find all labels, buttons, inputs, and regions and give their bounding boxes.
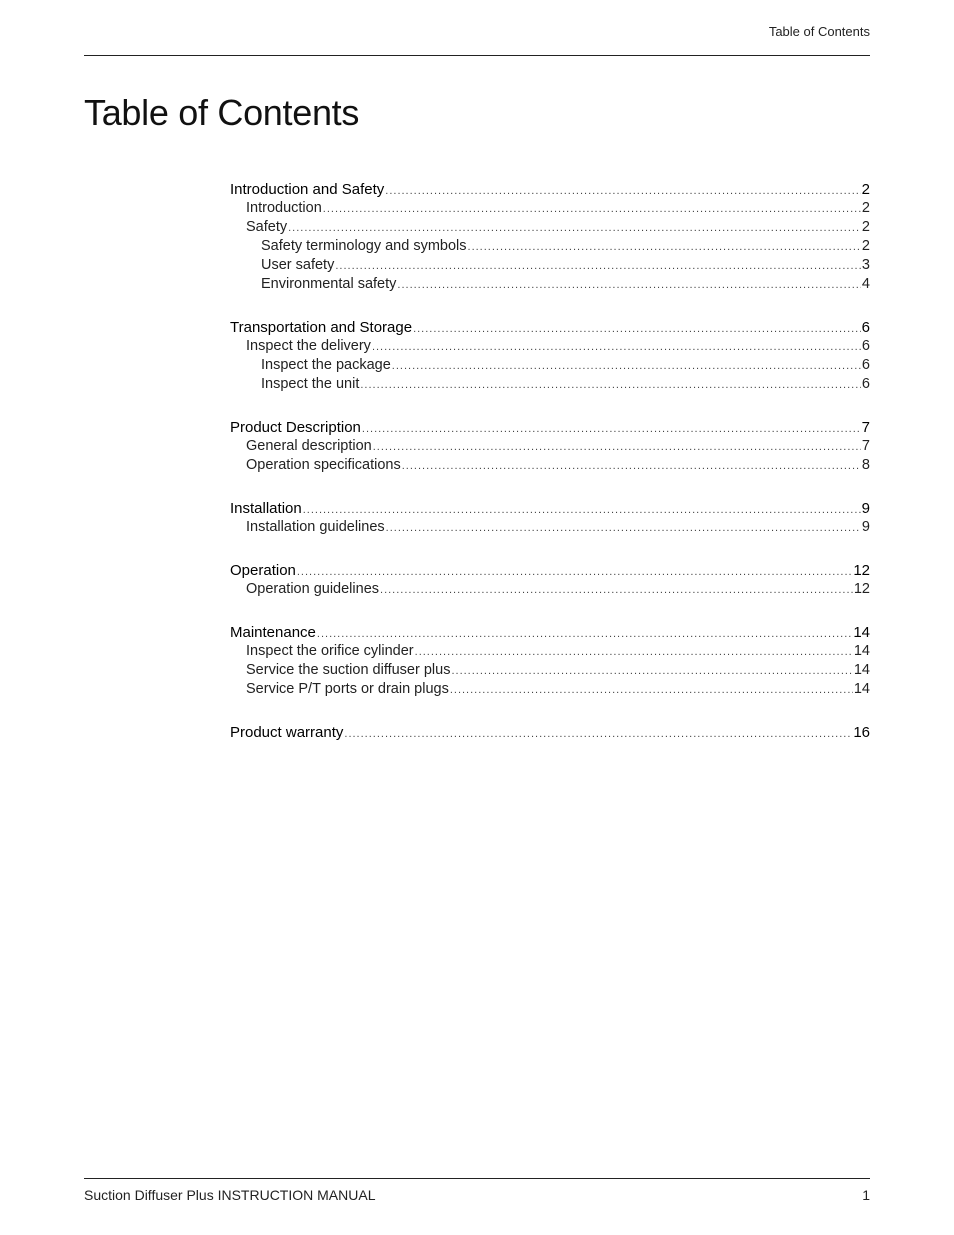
- footer-document-title: Suction Diffuser Plus INSTRUCTION MANUAL: [84, 1187, 376, 1203]
- toc-entry-label: Product Description: [230, 419, 361, 436]
- toc-section: [230, 624, 870, 700]
- toc-entry-label: Service the suction diffuser plus: [246, 662, 451, 678]
- toc-dot-leader: [323, 203, 861, 215]
- toc-dot-leader: [360, 379, 861, 391]
- toc-entry-label: Safety: [246, 219, 288, 235]
- toc-entry[interactable]: [230, 338, 870, 357]
- toc-entry-label: Inspect the orifice cylinder: [246, 643, 414, 659]
- toc-entry-page: 2: [861, 200, 870, 216]
- toc-dot-leader: [288, 222, 861, 234]
- toc-section: [230, 181, 870, 295]
- toc-entry-label: Installation: [230, 500, 302, 517]
- toc-entry-page: 6: [861, 319, 870, 336]
- toc-entry-label: Service P/T ports or drain plugs: [246, 681, 449, 697]
- toc-entry-label: General description: [246, 438, 372, 454]
- toc-section: [230, 724, 870, 743]
- toc-dot-leader: [344, 728, 852, 740]
- toc-dot-leader: [385, 185, 860, 197]
- toc-entry-label: Safety terminology and symbols: [261, 238, 467, 254]
- toc-entry[interactable]: [230, 581, 870, 600]
- toc-dot-leader: [335, 260, 861, 272]
- table-of-contents: [230, 181, 870, 767]
- toc-entry-page: 14: [853, 681, 870, 697]
- toc-entry[interactable]: [230, 662, 870, 681]
- toc-dot-leader: [362, 423, 861, 435]
- toc-entry[interactable]: [230, 643, 870, 662]
- toc-entry-label: Product warranty: [230, 724, 344, 741]
- toc-section: [230, 500, 870, 538]
- toc-entry-label: Maintenance: [230, 624, 316, 641]
- toc-entry[interactable]: [230, 276, 870, 295]
- toc-dot-leader: [413, 323, 861, 335]
- toc-entry-label: User safety: [261, 257, 335, 273]
- toc-entry-page: 7: [861, 438, 870, 454]
- toc-entry-page: 14: [853, 662, 870, 678]
- toc-entry-page: 2: [861, 219, 870, 235]
- page-title: Table of Contents: [84, 92, 360, 133]
- toc-dot-leader: [386, 522, 861, 534]
- toc-entry-label: Installation guidelines: [246, 519, 385, 535]
- toc-section: [230, 319, 870, 395]
- toc-entry-page: 9: [861, 519, 870, 535]
- toc-entry[interactable]: [230, 624, 870, 643]
- footer-page-number: 1: [862, 1187, 870, 1203]
- toc-entry[interactable]: [230, 419, 870, 438]
- toc-entry-label: Environmental safety: [261, 276, 397, 292]
- toc-entry[interactable]: [230, 457, 870, 476]
- toc-entry-page: 6: [861, 338, 870, 354]
- toc-dot-leader: [397, 279, 861, 291]
- toc-section: [230, 562, 870, 600]
- toc-dot-leader: [373, 441, 861, 453]
- toc-entry[interactable]: [230, 500, 870, 519]
- toc-entry[interactable]: [230, 681, 870, 700]
- toc-entry-label: Inspect the delivery: [246, 338, 371, 354]
- header-rule: [84, 55, 870, 56]
- toc-entry-page: 16: [853, 724, 870, 741]
- toc-entry-page: 14: [853, 624, 870, 641]
- toc-entry-page: 12: [853, 562, 870, 579]
- footer-rule: [84, 1178, 870, 1179]
- toc-dot-leader: [297, 566, 852, 578]
- toc-entry-page: 14: [853, 643, 870, 659]
- toc-entry[interactable]: [230, 200, 870, 219]
- toc-entry[interactable]: [230, 181, 870, 200]
- toc-entry-page: 8: [861, 457, 870, 473]
- toc-entry-label: Introduction and Safety: [230, 181, 385, 198]
- toc-entry-page: 7: [861, 419, 870, 436]
- toc-entry-page: 4: [861, 276, 870, 292]
- toc-dot-leader: [451, 665, 852, 677]
- toc-entry-page: 6: [861, 376, 870, 392]
- toc-entry-label: Inspect the unit: [261, 376, 360, 392]
- toc-dot-leader: [402, 460, 861, 472]
- toc-entry[interactable]: [230, 519, 870, 538]
- toc-entry-page: 2: [861, 238, 870, 254]
- toc-entry-label: Operation: [230, 562, 296, 579]
- toc-entry-label: Operation specifications: [246, 457, 401, 473]
- toc-dot-leader: [380, 584, 853, 596]
- toc-entry-label: Inspect the package: [261, 357, 391, 373]
- toc-entry-page: 2: [861, 181, 870, 198]
- toc-entry[interactable]: [230, 219, 870, 238]
- toc-dot-leader: [468, 241, 861, 253]
- toc-entry[interactable]: [230, 562, 870, 581]
- toc-entry[interactable]: [230, 438, 870, 457]
- toc-entry-page: 12: [853, 581, 870, 597]
- toc-dot-leader: [450, 684, 853, 696]
- toc-section: [230, 419, 870, 476]
- toc-entry[interactable]: [230, 357, 870, 376]
- toc-entry[interactable]: [230, 319, 870, 338]
- toc-dot-leader: [303, 504, 861, 516]
- toc-entry-page: 3: [861, 257, 870, 273]
- toc-entry-page: 6: [861, 357, 870, 373]
- toc-dot-leader: [392, 360, 861, 372]
- toc-dot-leader: [372, 341, 861, 353]
- toc-entry[interactable]: [230, 376, 870, 395]
- toc-entry-label: Transportation and Storage: [230, 319, 413, 336]
- toc-entry-label: Operation guidelines: [246, 581, 380, 597]
- toc-entry-page: 9: [861, 500, 870, 517]
- toc-dot-leader: [317, 628, 852, 640]
- toc-entry[interactable]: [230, 238, 870, 257]
- toc-entry[interactable]: [230, 257, 870, 276]
- running-header: Table of Contents: [768, 24, 870, 39]
- toc-dot-leader: [415, 646, 853, 658]
- toc-entry-label: Introduction: [246, 200, 322, 216]
- toc-entry[interactable]: [230, 724, 870, 743]
